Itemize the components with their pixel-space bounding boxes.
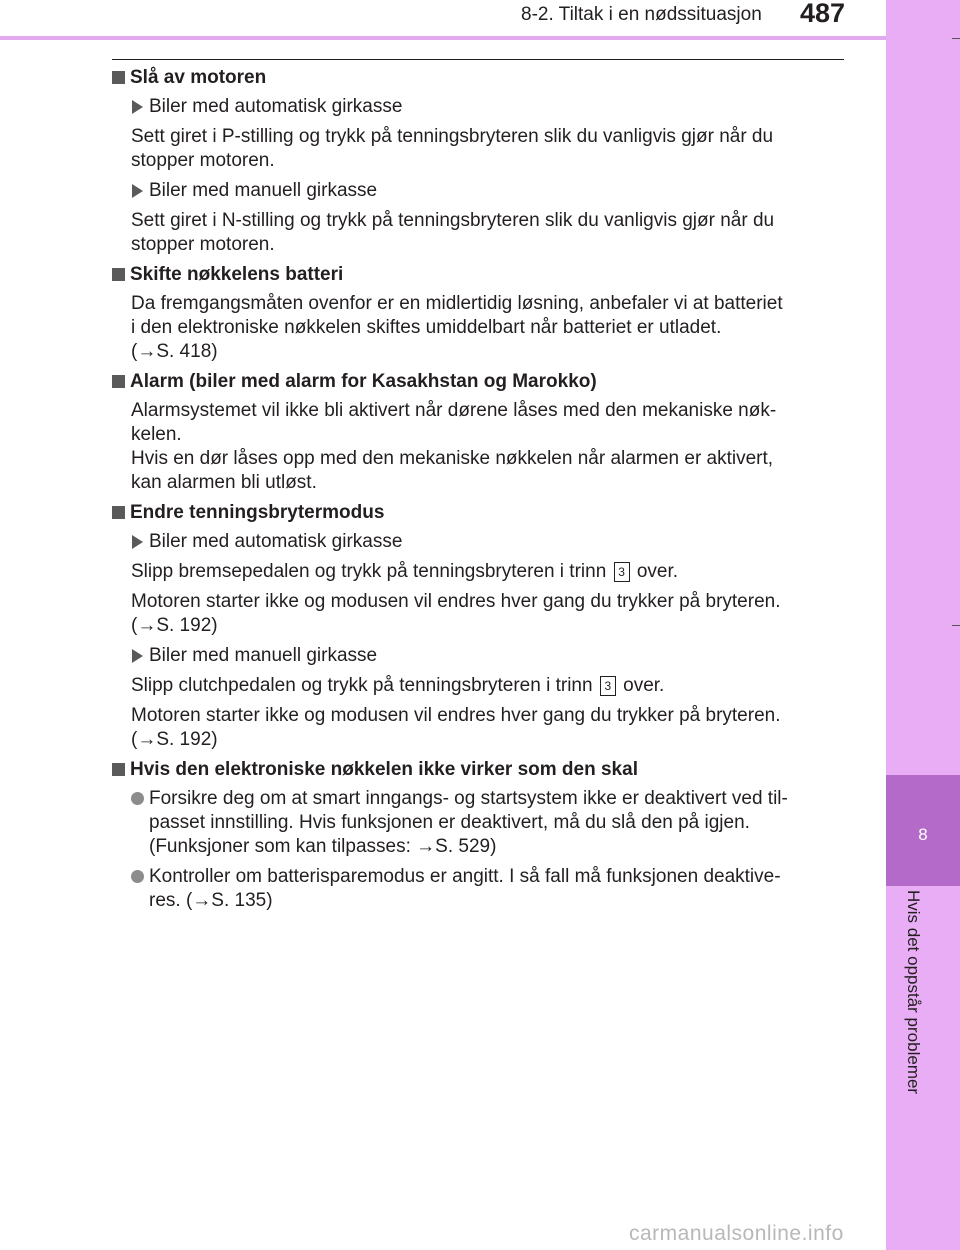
subheading: Biler med automatisk girkasse (112, 95, 844, 119)
paragraph: Alarmsystemet vil ikke bli aktivert når dørene låses med den mekaniske nøk- kelen. Hvis en dør låses opp med den mekaniske nøkkelen når alarmen er aktivert, kan alarmen bli utløst. (131, 400, 777, 493)
chapter-number: 8 (918, 825, 928, 844)
page-reference-link[interactable]: (→S. 192) (131, 615, 218, 636)
triangle-bullet-icon (132, 184, 143, 198)
page-content (112, 66, 844, 919)
chapter-title: Hvis det oppstår problemer (904, 890, 923, 1095)
header-rule (0, 36, 886, 40)
circle-bullet-icon (131, 792, 144, 805)
paragraph: Motoren starter ikke og modusen vil endres hver gang du trykker på bryteren. (→S. 192) (112, 590, 844, 638)
subheading: Biler med automatisk girkasse (112, 530, 844, 554)
paragraph: Da fremgangsmåten ovenfor er en midlertidig løsning, anbefaler vi at batteriet i den elektroniske nøkkelen skiftes umiddelbart når batteriet er utladet. (→S. 418) (112, 292, 844, 364)
page-reference-link[interactable]: (→S. 418) (131, 341, 218, 362)
bullet-item: Kontroller om batterisparemodus er angitt. I så fall må funksjonen deaktive- res. (→S. 135) (112, 865, 844, 913)
section-heading: Skifte nøkkelens batteri (112, 263, 844, 287)
page-number: 487 (800, 0, 846, 28)
crop-mark (952, 38, 960, 39)
section-heading: Slå av motoren (112, 66, 844, 90)
paragraph: Slipp clutchpedalen og trykk på tenningsbryteren i trinn 3 over. (131, 675, 665, 696)
triangle-bullet-icon (132, 535, 143, 549)
circle-bullet-icon (131, 870, 144, 883)
square-bullet-icon (112, 375, 125, 388)
square-bullet-icon (112, 506, 125, 519)
section-heading: Alarm (biler med alarm for Kasakhstan og Marokko) (112, 370, 844, 394)
triangle-bullet-icon (132, 100, 143, 114)
section-heading: Hvis den elektroniske nøkkelen ikke virker som den skal (112, 758, 844, 782)
header-section-title: 8-2. Tiltak i en nødssituasjon (521, 4, 762, 25)
square-bullet-icon (112, 71, 125, 84)
step-number-badge: 3 (614, 562, 630, 582)
subheading: Biler med manuell girkasse (112, 644, 844, 668)
subheading: Biler med manuell girkasse (112, 179, 844, 203)
triangle-bullet-icon (132, 649, 143, 663)
bullet-item: Forsikre deg om at smart inngangs- og startsystem ikke er deaktivert ved til- passet innstilling. Hvis funksjonen er deaktivert, må du slå den på igjen. (Funksjoner som kan tilpasses: →S. 529) (112, 787, 844, 859)
paragraph: Slipp bremsepedalen og trykk på tenningsbryteren i trinn 3 over. (131, 561, 679, 582)
crop-mark (952, 625, 960, 626)
paragraph: Motoren starter ikke og modusen vil endres hver gang du trykker på bryteren. (→S. 192) (112, 704, 844, 752)
section-heading: Endre tenningsbrytermodus (112, 501, 844, 525)
step-number-badge: 3 (600, 676, 616, 696)
page-reference-link[interactable]: (→S. 192) (131, 729, 218, 750)
square-bullet-icon (112, 268, 125, 281)
paragraph: Sett giret i P-stilling og trykk på tenningsbryteren slik du vanligvis gjør når du stopper motoren. (131, 126, 774, 171)
paragraph: Sett giret i N-stilling og trykk på tenningsbryteren slik du vanligvis gjør når du stopper motoren. (131, 210, 775, 255)
content-top-rule (112, 59, 844, 60)
square-bullet-icon (112, 763, 125, 776)
watermark: carmanualsonline.info (629, 1222, 844, 1245)
